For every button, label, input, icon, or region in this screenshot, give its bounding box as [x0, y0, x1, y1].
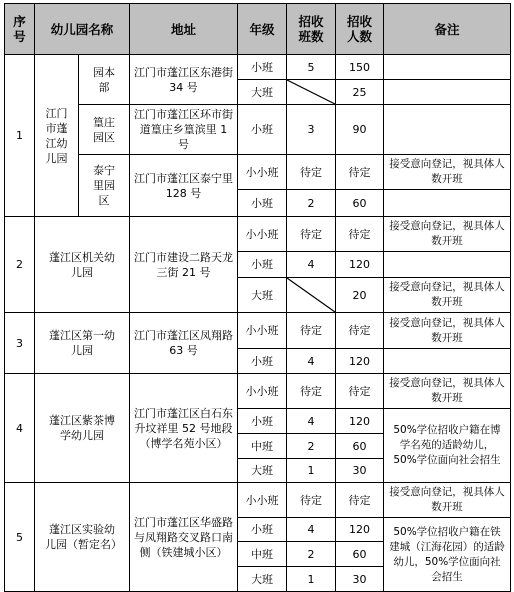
school-4-address: 江门市蓬江区白石东升坟祥里 52 号地段（博学名苑小区）	[130, 374, 238, 483]
people-cell: 待定	[336, 155, 384, 190]
diagonal-slash	[287, 80, 335, 104]
table-row	[5, 374, 511, 409]
grade-cell: 小班	[238, 349, 287, 374]
school-2-address: 江门市建设二路天龙三街 21 号	[130, 217, 238, 313]
remark-cell: 接受意向登记，视具体人数开班	[384, 483, 511, 518]
remark-cell: 接受意向登记，视具体人数开班	[384, 155, 511, 190]
people-cell: 待定	[336, 374, 384, 409]
school-4-name: 蓬江区紫茶博学幼儿园	[35, 374, 130, 483]
school-1-branch-3-address: 江门市蓬江区泰宁里 128 号	[130, 155, 238, 217]
school-1-branch-2-name: 篁庄园区	[79, 105, 130, 155]
header-remarks: 备注	[384, 4, 511, 55]
table-row	[5, 155, 511, 190]
header-seq: 序号	[5, 4, 35, 55]
grade-cell: 小班	[238, 252, 287, 278]
grade-cell: 小小班	[238, 483, 287, 518]
people-cell: 待定	[336, 313, 384, 349]
grade-cell: 小小班	[238, 155, 287, 190]
classes-cell: 待定	[287, 483, 336, 518]
classes-cell: 待定	[287, 313, 336, 349]
remark-cell	[384, 55, 511, 80]
remark-cell	[384, 349, 511, 374]
shared-remark-cell: 50%学位招收户籍在博学名苑的适龄幼儿，50%学位面向社会招生	[384, 409, 511, 483]
school-3-address: 江门市蓬江区凤翔路 63 号	[130, 313, 238, 374]
grade-cell: 大班	[238, 459, 287, 483]
grade-cell: 中班	[238, 434, 287, 459]
classes-cell: 4	[287, 252, 336, 278]
grade-cell: 小班	[238, 55, 287, 80]
classes-cell: 2	[287, 434, 336, 459]
grade-cell: 小小班	[238, 217, 287, 252]
grade-cell: 大班	[238, 567, 287, 592]
school-5-name: 蓬江区实验幼儿园（暂定名）	[35, 483, 130, 592]
school-1-branch-3-name: 泰宁里园区	[79, 155, 130, 217]
people-cell: 120	[336, 518, 384, 542]
classes-cell: 3	[287, 105, 336, 155]
grade-cell: 大班	[238, 278, 287, 313]
classes-cell: 4	[287, 349, 336, 374]
people-cell: 60	[336, 434, 384, 459]
school-1-branch-1-name: 园本部	[79, 55, 130, 105]
school-2-seq: 2	[5, 217, 35, 313]
remark-cell	[384, 80, 511, 105]
remark-cell: 接受意向登记，视具体人数开班	[384, 313, 511, 349]
table-row	[5, 105, 511, 155]
header-grade: 年级	[238, 4, 287, 55]
header-name: 幼儿园名称	[35, 4, 130, 55]
enrollment-table	[4, 3, 511, 592]
people-cell: 60	[336, 190, 384, 217]
school-1-branch-1-address: 江门市蓬江区东港街 34 号	[130, 55, 238, 105]
people-cell: 待定	[336, 217, 384, 252]
classes-cell-slashed	[287, 278, 336, 313]
school-1-branch-2-address: 江门市蓬江区环市街道篁庄乡篁滨里 1 号	[130, 105, 238, 155]
school-1-seq: 1	[5, 55, 35, 217]
classes-cell: 1	[287, 567, 336, 592]
people-cell: 120	[336, 349, 384, 374]
people-cell: 60	[336, 542, 384, 567]
grade-cell: 小班	[238, 518, 287, 542]
school-4-seq: 4	[5, 374, 35, 483]
classes-cell: 2	[287, 542, 336, 567]
classes-cell: 1	[287, 459, 336, 483]
grade-cell: 小小班	[238, 313, 287, 349]
school-5-address: 江门市蓬江区华盛路与凤翔路交叉路口南侧（铁建城小区）	[130, 483, 238, 592]
classes-cell: 2	[287, 190, 336, 217]
people-cell: 30	[336, 567, 384, 592]
people-cell: 待定	[336, 483, 384, 518]
remark-cell: 接受意向登记，视具体人数开班	[384, 374, 511, 409]
grade-cell: 小班	[238, 105, 287, 155]
remark-cell	[384, 190, 511, 217]
classes-cell: 4	[287, 518, 336, 542]
header-classes: 招收班数	[287, 4, 336, 55]
people-cell: 30	[336, 459, 384, 483]
header-people: 招收人数	[336, 4, 384, 55]
remark-cell	[384, 252, 511, 278]
people-cell: 90	[336, 105, 384, 155]
header-address: 地址	[130, 4, 238, 55]
classes-cell: 4	[287, 409, 336, 434]
table-row	[5, 313, 511, 349]
school-3-seq: 3	[5, 313, 35, 374]
remark-cell	[384, 105, 511, 155]
table-row	[5, 217, 511, 252]
people-cell: 25	[336, 80, 384, 105]
school-3-name: 蓬江区第一幼儿园	[35, 313, 130, 374]
classes-cell: 待定	[287, 155, 336, 190]
diagonal-slash	[287, 278, 335, 312]
shared-remark-cell: 50%学位招收户籍在铁建城（江海花园）的适龄幼儿，50%学位面向社会招生	[384, 518, 511, 592]
school-2-name: 蓬江区机关幼儿园	[35, 217, 130, 313]
table-row	[5, 483, 511, 518]
people-cell: 20	[336, 278, 384, 313]
classes-cell-slashed	[287, 80, 336, 105]
grade-cell: 中班	[238, 542, 287, 567]
classes-cell: 待定	[287, 217, 336, 252]
people-cell: 120	[336, 409, 384, 434]
classes-cell: 待定	[287, 374, 336, 409]
grade-cell: 小小班	[238, 374, 287, 409]
remark-cell: 接受意向登记，视具体人数开班	[384, 278, 511, 313]
school-5-seq: 5	[5, 483, 35, 592]
grade-cell: 小班	[238, 190, 287, 217]
people-cell: 150	[336, 55, 384, 80]
people-cell: 120	[336, 252, 384, 278]
school-1-name: 江门市蓬江幼儿园	[35, 55, 79, 217]
table-row	[5, 55, 511, 80]
grade-cell: 小班	[238, 409, 287, 434]
grade-cell: 大班	[238, 80, 287, 105]
classes-cell: 5	[287, 55, 336, 80]
remark-cell: 接受意向登记，视具体人数开班	[384, 217, 511, 252]
